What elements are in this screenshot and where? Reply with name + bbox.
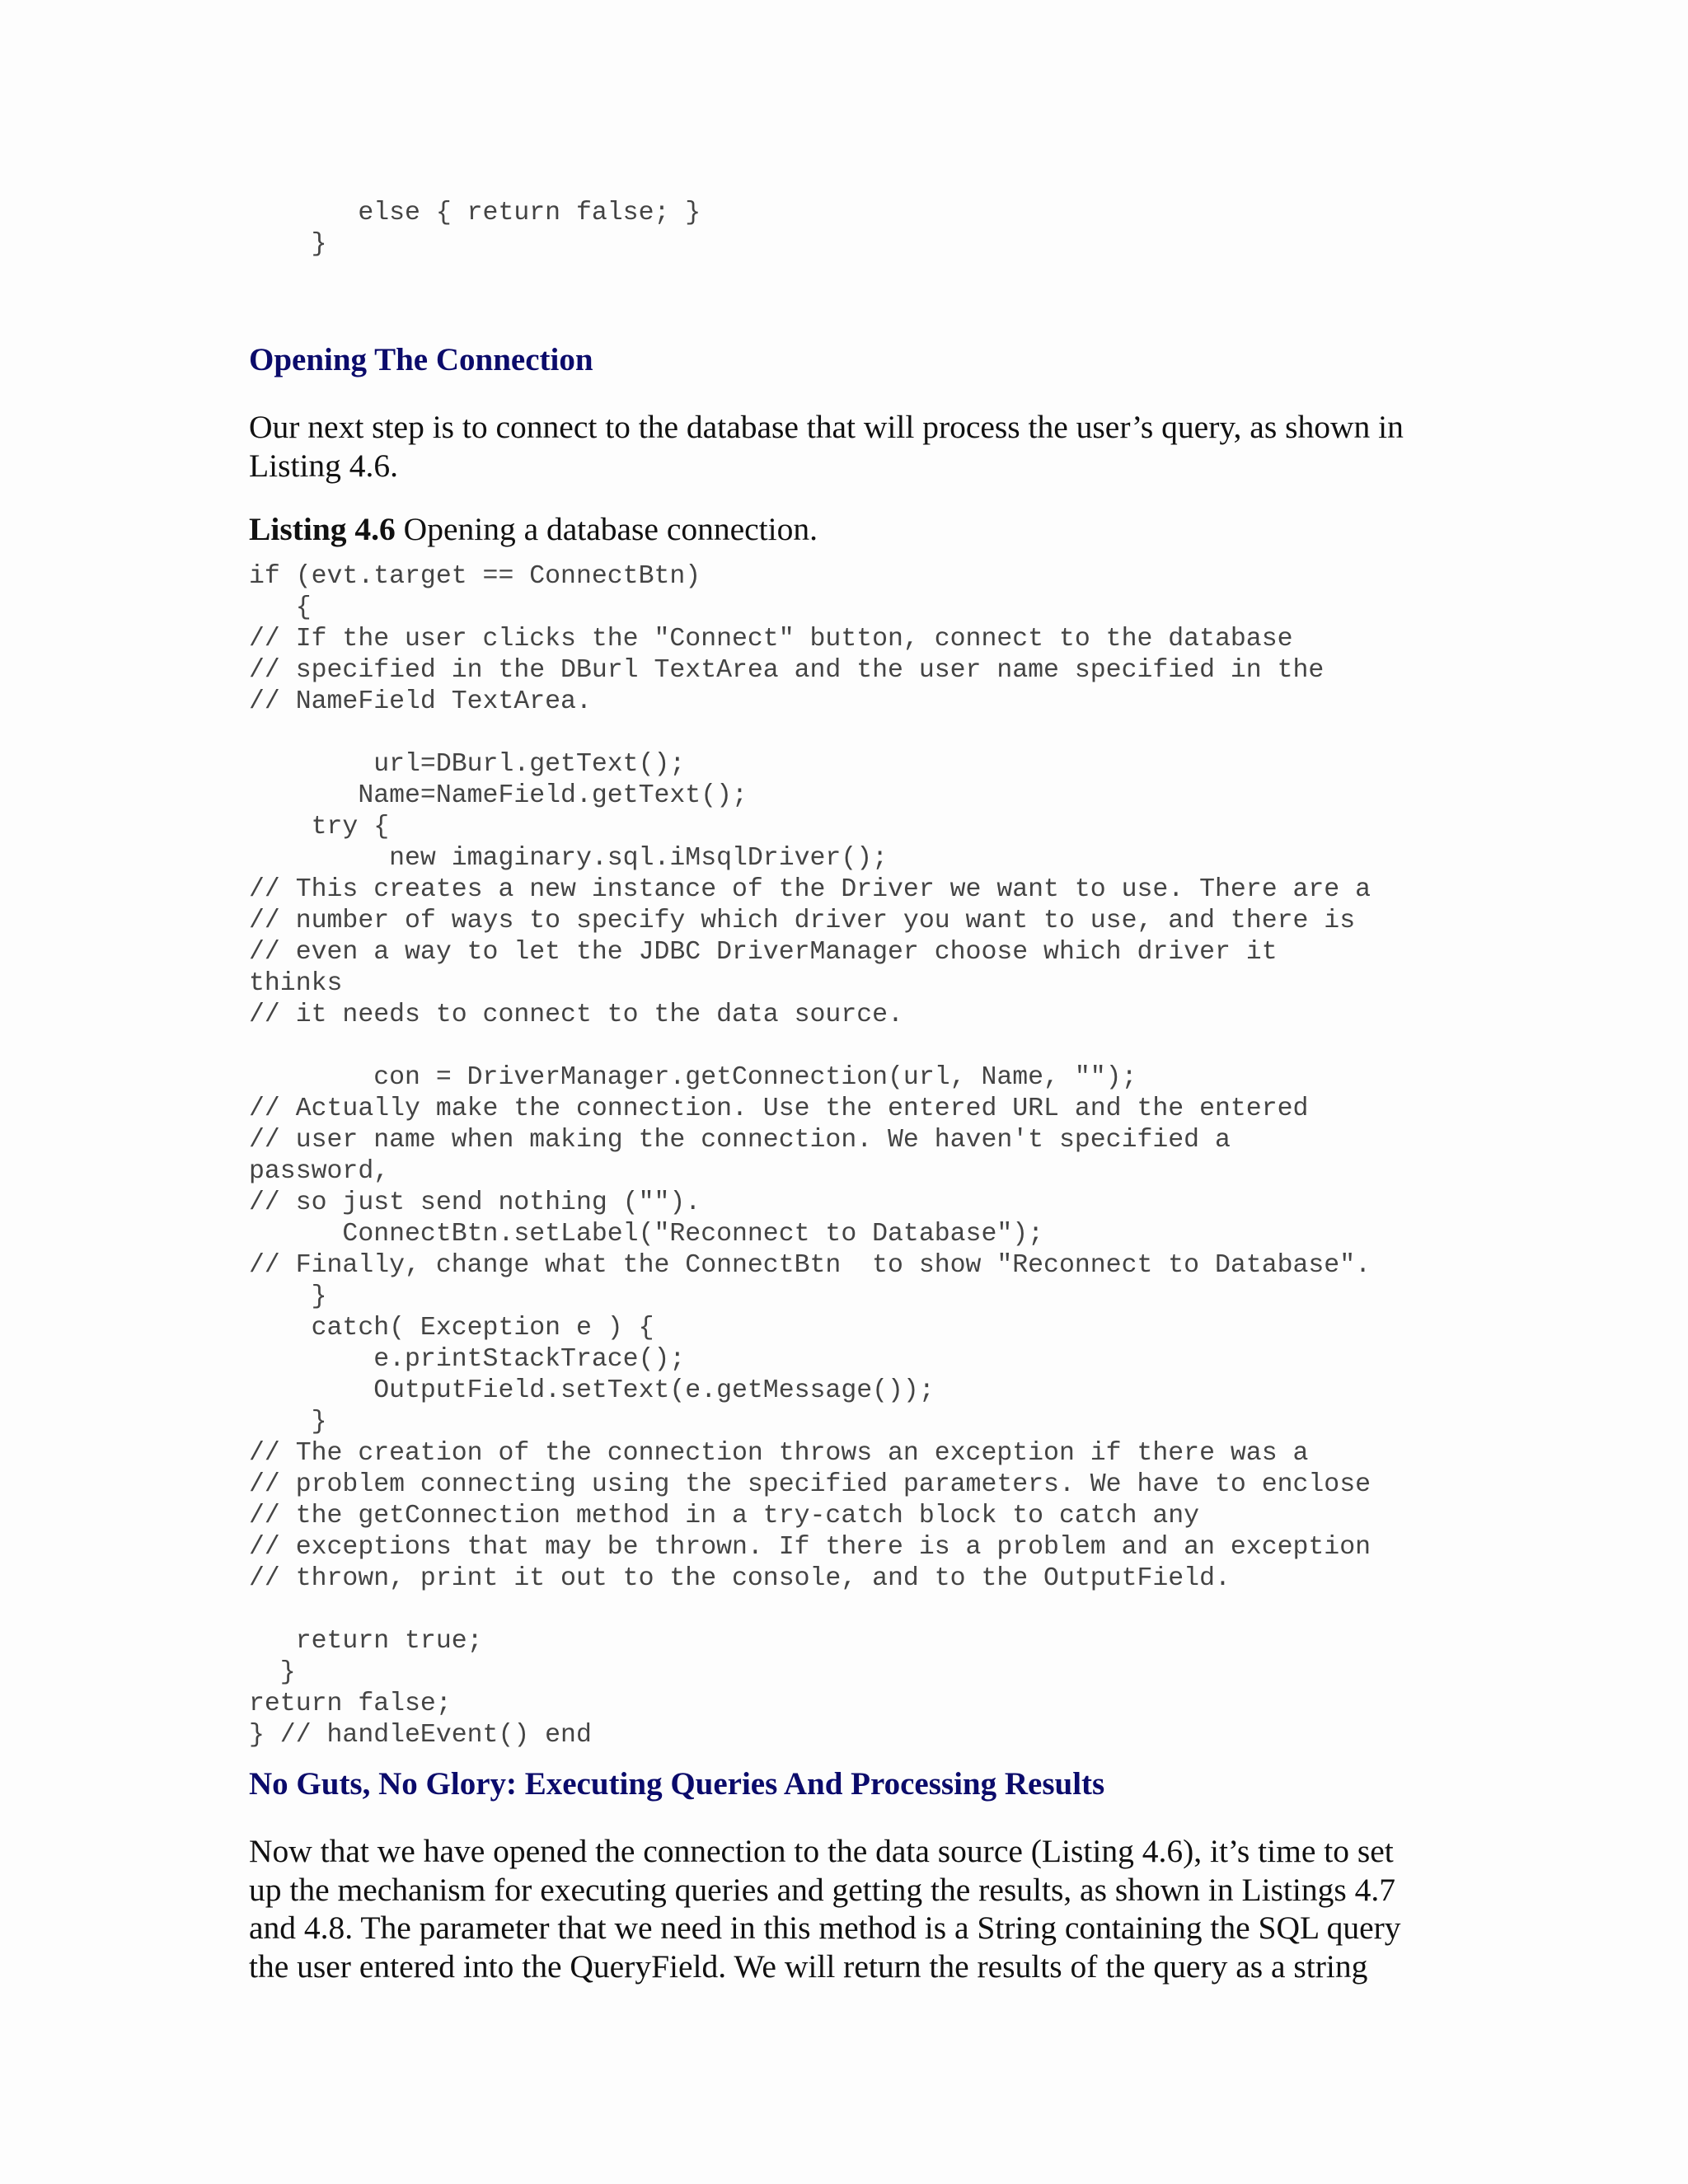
code-line: // number of ways to specify which driver you want to use, and there is (249, 907, 1356, 935)
paragraph-opening-connection (249, 408, 1404, 485)
code-line: // NameField TextArea. (249, 687, 592, 716)
code-line: new imaginary.sql.iMsqlDriver(); (249, 844, 889, 873)
code-line: // specified in the DBurl TextArea and the user name specified in the (249, 656, 1325, 685)
code-line: // so just send nothing (""). (249, 1188, 701, 1217)
code-line: return false; (249, 1690, 452, 1718)
code-line: // it needs to connect to the data source. (249, 1001, 903, 1029)
code-line: // exceptions that may be thrown. If there is a problem and an exception (249, 1533, 1372, 1562)
listing-label: Listing 4.6 (249, 511, 396, 547)
code-line: // even a way to let the JDBC DriverManager choose which driver it (249, 938, 1278, 967)
code-line: // user name when making the connection. We haven't specified a (249, 1126, 1231, 1155)
code-line: // thrown, print it out to the console, and to the OutputField. (249, 1564, 1231, 1593)
code-line: e.printStackTrace(); (249, 1345, 686, 1374)
code-line: else { return false; } (249, 199, 701, 227)
section-heading-executing-queries: No Guts, No Glory: Executing Queries And Processing Results (249, 1766, 1105, 1802)
code-line: { (249, 593, 312, 622)
code-line: Name=NameField.getText(); (249, 781, 748, 810)
code-line: catch( Exception e ) { (249, 1314, 654, 1343)
paragraph-line: Listing 4.6. (249, 447, 399, 484)
code-line: try { (249, 813, 390, 841)
code-line (249, 718, 1371, 749)
code-line: ConnectBtn.setLabel("Reconnect to Database"); (249, 1220, 1044, 1249)
code-line (249, 1595, 1371, 1626)
paragraph-line: the user entered into the QueryField. We will return the results of the query as a string (249, 1947, 1368, 1985)
section-heading-opening-connection: Opening The Connection (249, 342, 593, 377)
code-line: url=DBurl.getText(); (249, 750, 686, 779)
code-line: } (249, 1658, 296, 1687)
code-line: con = DriverManager.getConnection(url, Name, ""); (249, 1063, 1137, 1092)
code-line: // the getConnection method in a try-catch block to catch any (249, 1502, 1200, 1530)
code-line: return true; (249, 1627, 483, 1656)
code-line: // Actually make the connection. Use the entered URL and the entered (249, 1094, 1309, 1123)
code-line: } // handleEvent() end (249, 1721, 592, 1750)
code-listing-4-6 (249, 561, 1371, 1751)
code-line: if (evt.target == ConnectBtn) (249, 562, 701, 591)
code-line: // The creation of the connection throws an exception if there was a (249, 1439, 1309, 1468)
paragraph-executing-queries (249, 1832, 1401, 1985)
paragraph-line: up the mechanism for executing queries and getting the results, as shown in Listings 4.7 (249, 1871, 1396, 1908)
paragraph-line: and 4.8. The parameter that we need in this method is a String containing the SQL query (249, 1910, 1401, 1946)
code-line: // If the user clicks the "Connect" button, connect to the database (249, 625, 1293, 654)
code-line: // problem connecting using the specified parameters. We have to enclose (249, 1470, 1372, 1499)
code-line: password, (249, 1157, 390, 1186)
code-line (249, 1031, 1371, 1062)
code-line: thinks (249, 969, 343, 998)
listing-caption-text: Opening a database connection. (395, 511, 818, 547)
listing-caption (249, 510, 818, 548)
code-line: OutputField.setText(e.getMessage()); (249, 1376, 935, 1405)
code-block-continuation (249, 198, 701, 260)
code-line: } (249, 230, 327, 259)
code-line: // Finally, change what the ConnectBtn to show "Reconnect to Database". (249, 1251, 1372, 1280)
paragraph-line: Our next step is to connect to the database that will process the user’s query, as shown in (249, 409, 1404, 445)
code-line: } (249, 1282, 327, 1311)
code-line: } (249, 1408, 327, 1436)
code-line: // This creates a new instance of the Driver we want to use. There are a (249, 875, 1372, 904)
paragraph-line: Now that we have opened the connection to the data source (Listing 4.6), it’s time to set (249, 1833, 1394, 1869)
